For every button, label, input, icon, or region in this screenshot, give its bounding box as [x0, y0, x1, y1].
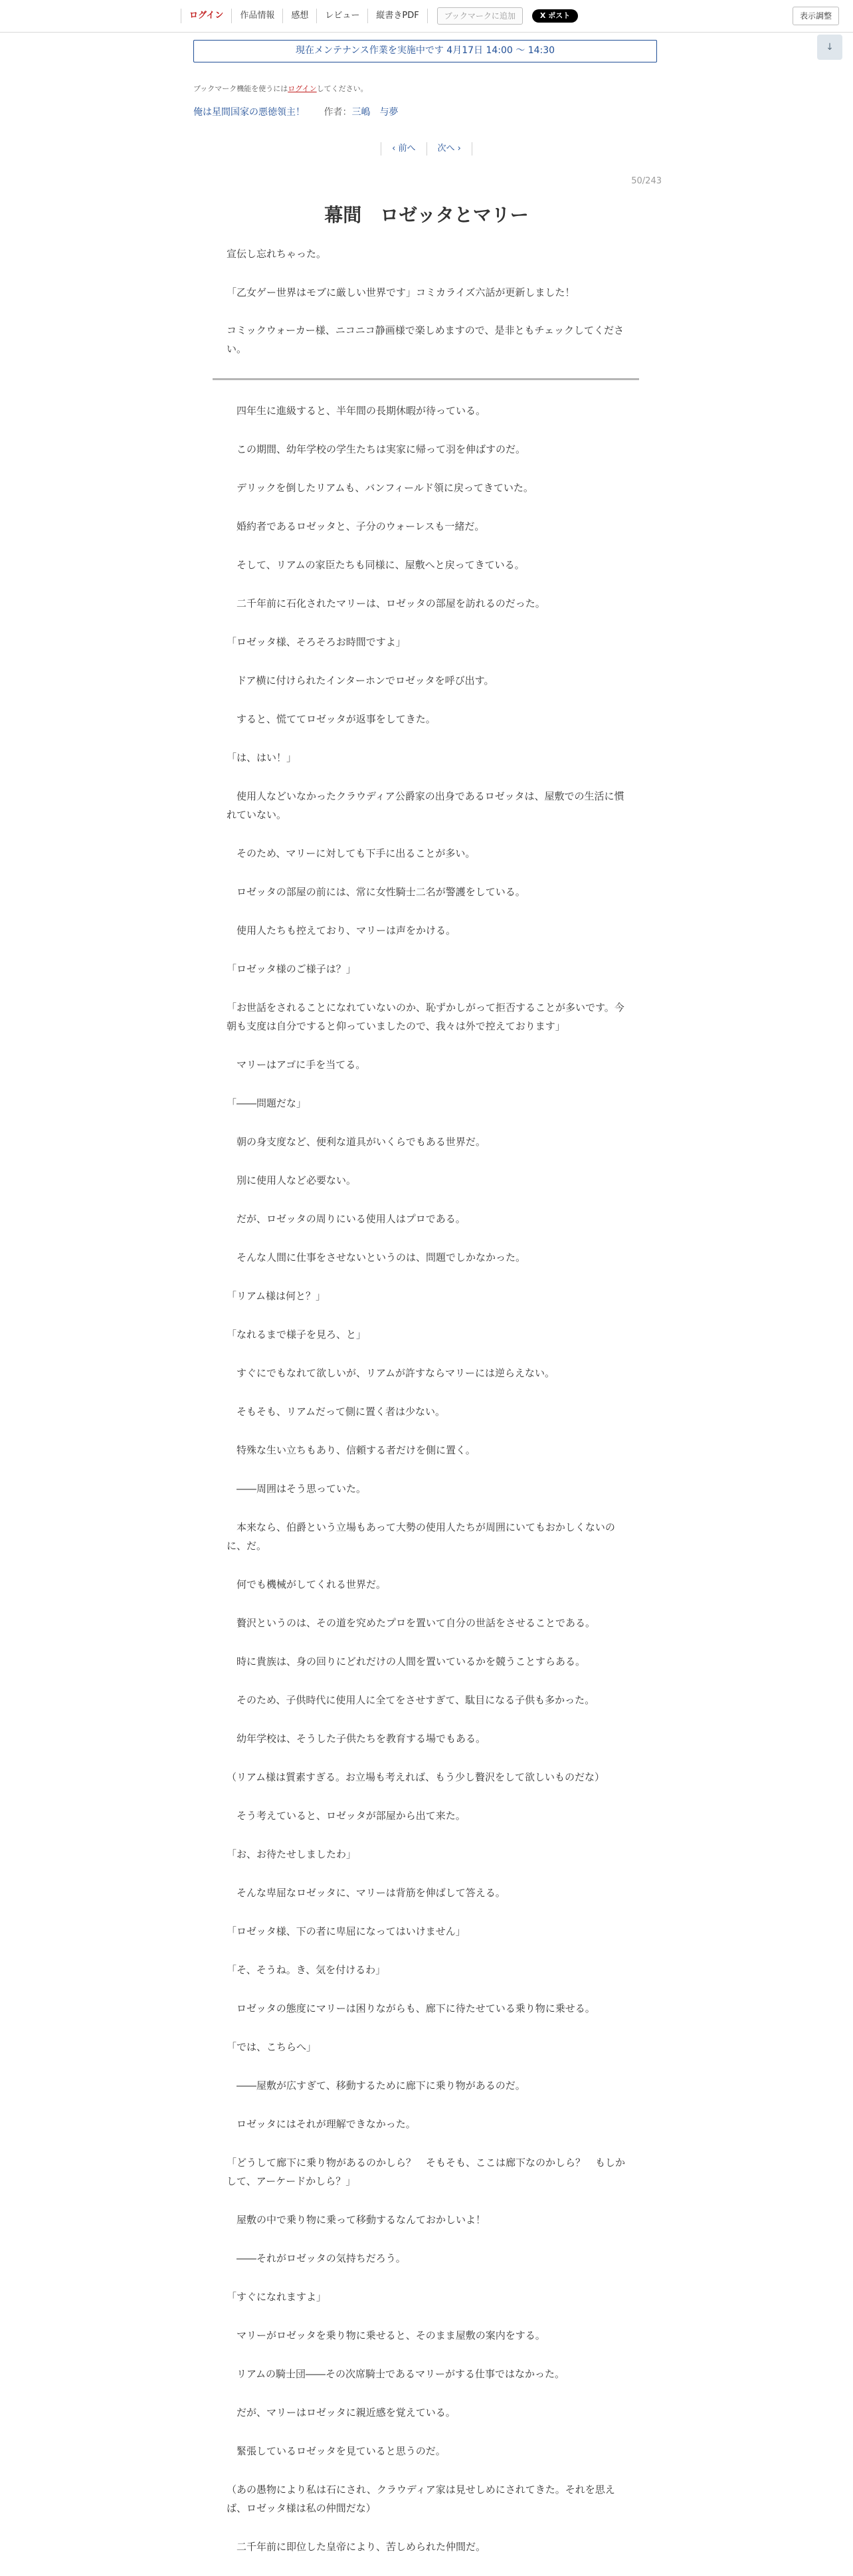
- next-chapter-link[interactable]: 次へ ›: [427, 142, 472, 156]
- novel-title-link[interactable]: 俺は星間国家の悪徳領主！: [193, 107, 305, 118]
- body-line: ドア横に付けられたインターホンでロゼッタを呼び出す。: [227, 675, 494, 687]
- nav-impressions[interactable]: 感想: [283, 9, 317, 23]
- preface-line: コミックウォーカー様、ニコニコ静画様で楽しめますので、是非ともチェックしてください。: [227, 324, 624, 355]
- page-count: 50/243: [631, 176, 662, 186]
- body-line: 「では、こちらへ」: [227, 2041, 317, 2053]
- body-line: 二千年前に即位した皇帝により、苦しめられた仲間だ。: [227, 2541, 486, 2553]
- body-line: （あの愚物により私は石にされ、クラウディア家は見せしめにされてきた。それを思えば、ロゼッタ様は私の仲間だな）: [227, 2484, 615, 2514]
- body-line: 朝の身支度など、便利な道具がいくらでもある世界だ。: [227, 1136, 486, 1148]
- body-line: 「お、お待たせしましたわ」: [227, 1848, 357, 1860]
- body-line: そう考えていると、ロゼッタが部屋から出て来た。: [227, 1810, 466, 1822]
- maintenance-notice[interactable]: 現在メンテナンス作業を実施中です 4月17日 14:00 〜 14:30: [193, 40, 657, 62]
- author-link[interactable]: 三嶋 与夢: [351, 107, 399, 118]
- body-line: そんな人間に仕事をさせないというのは、問題でしかなかった。: [227, 1251, 526, 1263]
- body-line: （リアム様は質素すぎる。お立場も考えれば、もう少し贅沢をして欲しいものだな）: [227, 1771, 605, 1783]
- body-line: 使用人たちも控えており、マリーは声をかける。: [227, 924, 456, 936]
- body-line: 婚約者であるロゼッタと、子分のウォーレスも一緒だ。: [227, 520, 485, 532]
- body-line: 本来なら、伯爵という立場もあって大勢の使用人たちが周囲にいてもおかしくないのに、だ。: [227, 1521, 615, 1552]
- preface-line: 宣伝し忘れちゃった。: [227, 248, 327, 260]
- body-line: 時に貴族は、身の回りにどれだけの人間を置いているかを競うことすらある。: [227, 1656, 586, 1667]
- body-line: 緊張しているロゼッタを見ていると思うのだ。: [227, 2445, 446, 2457]
- body-line: 特殊な生い立ちもあり、信頼する者だけを側に置く。: [227, 1444, 476, 1456]
- body-line: すると、慌ててロゼッタが返事をしてきた。: [227, 713, 436, 725]
- body-line: そんな卑屈なロゼッタに、マリーは背筋を伸ばして答える。: [227, 1887, 506, 1899]
- body-line: 「ロゼッタ様のご様子は？」: [227, 963, 356, 975]
- body-line: だが、ロゼッタの周りにいる使用人はプロである。: [227, 1213, 466, 1225]
- body-line: そのため、子供時代に使用人に全てをさせすぎて、駄目になる子供も多かった。: [227, 1694, 595, 1706]
- body-line: そのため、マリーに対しても下手に出ることが多い。: [227, 847, 476, 859]
- body-line: 幼年学校は、そうした子供たちを教育する場でもある。: [227, 1733, 486, 1745]
- preface-line: 「乙女ゲー世界はモブに厳しい世界です」コミカライズ六話が更新しました！: [227, 286, 575, 298]
- login-link[interactable]: ログイン: [181, 9, 232, 23]
- body-line: 別に使用人など必要ない。: [227, 1174, 357, 1186]
- bookmark-note-text-after: してください。: [316, 84, 368, 93]
- body-line: 「ロゼッタ様、下の者に卑屈になってはいけません」: [227, 1925, 466, 1937]
- preface-divider: [213, 378, 639, 380]
- scroll-down-button[interactable]: [817, 35, 842, 60]
- body-line: 「ロゼッタ様、そろそろお時間ですよ」: [227, 636, 406, 648]
- bookmark-add-button[interactable]: ブックマークに追加: [437, 7, 523, 25]
- body-line: 「リアム様は何と？」: [227, 1290, 326, 1302]
- arrow-down-icon: ↓: [826, 42, 834, 53]
- top-header: [0, 0, 853, 33]
- body-line: ――屋敷が広すぎて、移動するために廊下に乗り物があるのだ。: [227, 2080, 525, 2092]
- x-post-button[interactable]: X ポスト: [532, 9, 578, 23]
- bookmark-login-link[interactable]: ログイン: [288, 84, 317, 93]
- header-nav: [181, 8, 578, 24]
- chapter-pager: [0, 142, 853, 156]
- body-line: 二千年前に石化されたマリーは、ロゼッタの部屋を訪れるのだった。: [227, 597, 545, 609]
- display-settings-button[interactable]: 表示調整: [793, 7, 839, 25]
- body-line: だが、マリーはロゼッタに親近感を覚えている。: [227, 2407, 456, 2418]
- body-line: 「お世話をされることになれていないのか、恥ずかしがって拒否することが多いです。今朝も支度は自分ですると仰っていましたので、我々は外で控えております」: [227, 1002, 624, 1032]
- body-line: 「すぐになれますよ」: [227, 2291, 327, 2303]
- body-line: 「は、はい！」: [227, 752, 297, 764]
- body-line: リアムの騎士団――その次席騎士であるマリーがする仕事ではなかった。: [227, 2368, 565, 2380]
- chapter-title: 幕間 ロゼッタとマリー: [324, 204, 529, 226]
- body-line: 「なれるまで様子を見ろ、と」: [227, 1329, 367, 1341]
- body-line: 四年生に進級すると、半年間の長期休暇が待っている。: [227, 405, 486, 417]
- body-line: そもそも、リアムだって側に置く者は少ない。: [227, 1406, 445, 1418]
- bookmark-note-text: ブックマーク機能を使うには: [193, 84, 288, 93]
- body-line: ロゼッタにはそれが理解できなかった。: [227, 2118, 416, 2130]
- body-line: 「――問題だな」: [227, 1097, 307, 1109]
- novel-info: [193, 105, 398, 118]
- body-line: 「どうして廊下に乗り物があるのかしら？ そもそも、ここは廊下なのかしら？ もしかして、アーケードかしら？」: [227, 2157, 626, 2187]
- novel-body: [227, 401, 625, 2576]
- body-line: マリーはアゴに手を当てる。: [227, 1059, 366, 1071]
- bookmark-login-note: [193, 83, 368, 94]
- body-line: ――それがロゼッタの気持ちだろう。: [227, 2252, 406, 2264]
- body-line: 使用人などいなかったクラウディア公爵家の出身であるロゼッタは、屋敷での生活に慣れていない。: [227, 790, 624, 821]
- body-line: 何でも機械がしてくれる世界だ。: [227, 1578, 387, 1590]
- body-line: ――周囲はそう思っていた。: [227, 1483, 367, 1495]
- body-line: この期間、幼年学校の学生たちは実家に帰って羽を伸ばすのだ。: [227, 443, 526, 455]
- body-line: ロゼッタの部屋の前には、常に女性騎士二名が警護をしている。: [227, 886, 525, 898]
- nav-vertical-pdf[interactable]: 縦書きPDF: [368, 9, 427, 23]
- body-line: すぐにでもなれて欲しいが、リアムが許すならマリーには逆らえない。: [227, 1367, 555, 1379]
- nav-work-info[interactable]: 作品情報: [232, 9, 283, 23]
- body-line: 「そ、そうね。き、気を付けるわ」: [227, 1964, 386, 1976]
- body-line: マリーがロゼッタを乗り物に乗せると、そのまま屋敷の案内をする。: [227, 2329, 545, 2341]
- body-line: そして、リアムの家臣たちも同様に、屋敷へと戻ってきている。: [227, 559, 525, 571]
- body-line: 屋敷の中で乗り物に乗って移動するなんておかしいよ！: [227, 2214, 486, 2226]
- body-line: ロゼッタの態度にマリーは困りながらも、廊下に待たせている乗り物に乗せる。: [227, 2002, 595, 2014]
- nav-reviews[interactable]: レビュー: [317, 9, 368, 23]
- prev-chapter-link[interactable]: ‹ 前へ: [381, 142, 427, 156]
- author-label: 作者：: [324, 107, 352, 118]
- body-line: 贅沢というのは、その道を究めたプロを置いて自分の世話をさせることである。: [227, 1617, 596, 1629]
- body-line: デリックを倒したリアムも、バンフィールド領に戻ってきていた。: [227, 482, 533, 494]
